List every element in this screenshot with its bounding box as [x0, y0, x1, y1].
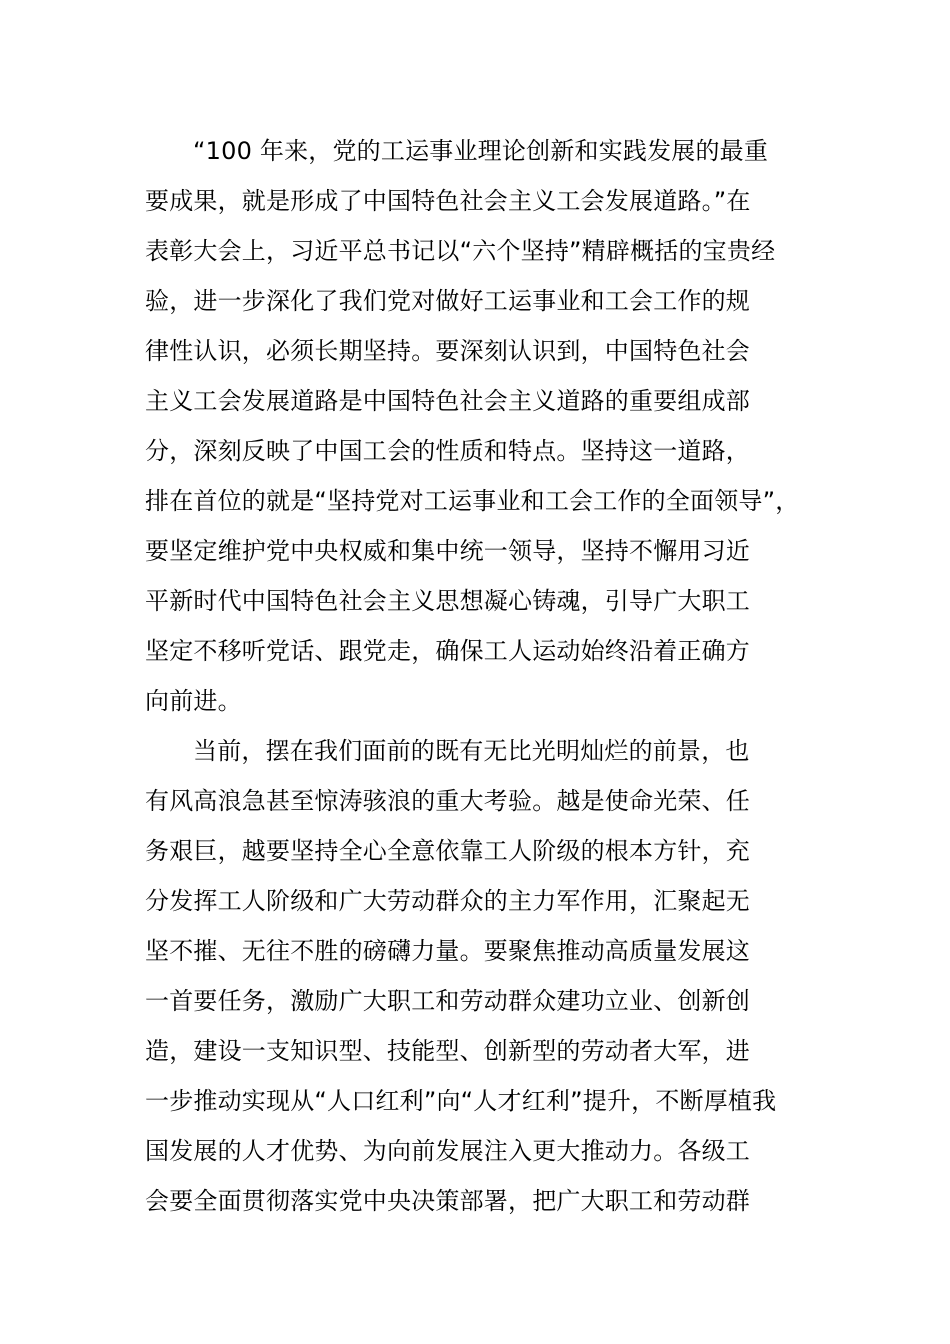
paragraph-1-line-12: 向前进。: [145, 687, 242, 715]
paragraph-2-line-8: 一步推动实现从“人口红利”向“人才红利”提升，不断厚植我: [145, 1087, 777, 1115]
paragraph-1-line-7: 分，深刻反映了中国工会的性质和特点。坚持这一道路，: [145, 437, 750, 465]
paragraph-1-line-10: 平新时代中国特色社会主义思想凝心铸魂，引导广大职工: [145, 587, 750, 615]
paragraph-1-line-5: 律性认识，必须长期坚持。要深刻认识到，中国特色社会: [145, 337, 750, 365]
paragraph-2-line-1: 当前，摆在我们面前的既有无比光明灿烂的前景，也: [193, 737, 750, 765]
paragraph-2-line-3: 务艰巨，越要坚持全心全意依靠工人阶级的根本方针，充: [145, 837, 750, 865]
paragraph-1-line-11: 坚定不移听党话、跟党走，确保工人运动始终沿着正确方: [145, 637, 750, 665]
paragraph-1-line-4: 验，进一步深化了我们党对做好工运事业和工会工作的规: [145, 287, 750, 315]
paragraph-1-line-2: 要成果，就是形成了中国特色社会主义工会发展道路。”在: [145, 187, 751, 215]
paragraph-1-line-1: “100 年来，党的工运事业理论创新和实践发展的最重: [193, 137, 769, 165]
paragraph-2-line-9: 国发展的人才优势、为向前发展注入更大推动力。各级工: [145, 1137, 750, 1165]
paragraph-1-line-6: 主义工会发展道路是中国特色社会主义道路的重要组成部: [145, 387, 750, 415]
paragraph-2-line-5: 坚不摧、无往不胜的磅礴力量。要聚焦推动高质量发展这: [145, 937, 750, 965]
paragraph-2-line-2: 有风高浪急甚至惊涛骇浪的重大考验。越是使命光荣、任: [145, 787, 750, 815]
paragraph-2-line-7: 造，建设一支知识型、技能型、创新型的劳动者大军，进: [145, 1037, 750, 1065]
paragraph-2-line-4: 分发挥工人阶级和广大劳动群众的主力军作用，汇聚起无: [145, 887, 750, 915]
paragraph-2-line-10: 会要全面贯彻落实党中央决策部署，把广大职工和劳动群: [145, 1187, 750, 1215]
paragraph-1-line-9: 要坚定维护党中央权威和集中统一领导，坚持不懈用习近: [145, 537, 750, 565]
paragraph-1-line-8: 排在首位的就是“坚持党对工运事业和工会工作的全面领导”，: [145, 487, 800, 515]
paragraph-2-line-6: 一首要任务，激励广大职工和劳动群众建功立业、创新创: [145, 987, 750, 1015]
paragraph-1-line-3: 表彰大会上，习近平总书记以“六个坚持”精辟概括的宝贵经: [145, 237, 776, 265]
